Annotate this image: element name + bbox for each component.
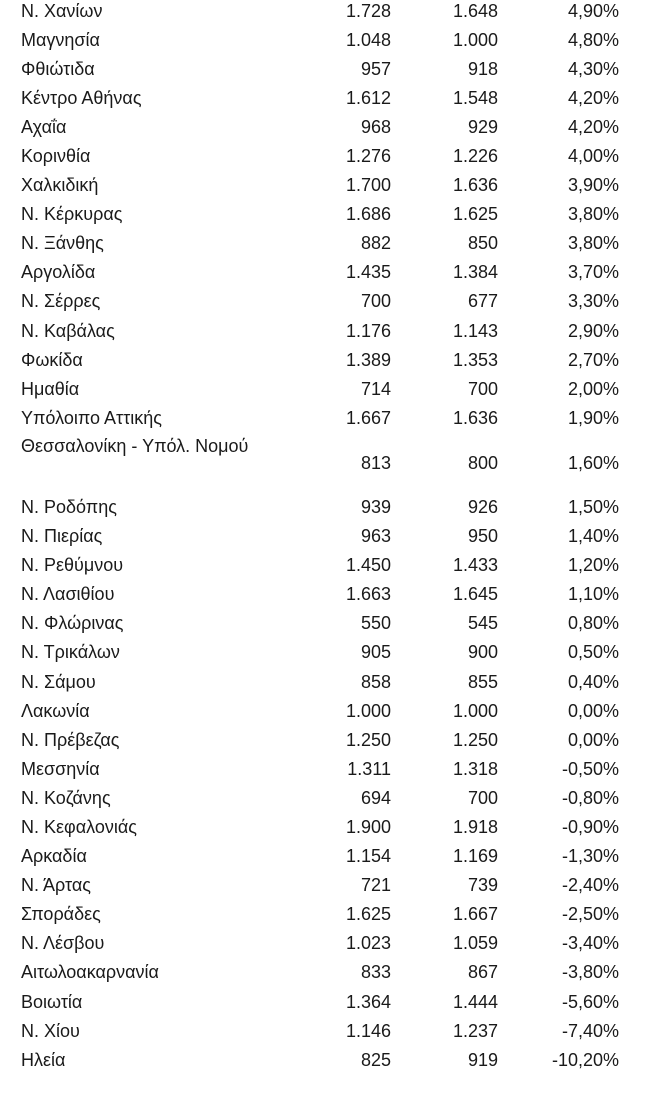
value-1-cell: 1.663 <box>345 584 391 605</box>
region-cell: Αχαΐα <box>21 116 67 137</box>
table-row <box>0 141 619 170</box>
value-2-cell: 1.433 <box>452 555 498 576</box>
value-2-cell: 1.169 <box>452 846 498 867</box>
value-2-cell: 1.918 <box>452 816 498 837</box>
region-cell: Ν. Σάμου <box>21 671 96 692</box>
value-1-cell: 1.146 <box>345 1020 391 1041</box>
table-row <box>0 812 619 841</box>
value-1-cell: 1.435 <box>345 262 391 283</box>
percent-change-cell: -2,50% <box>561 904 619 925</box>
table-row <box>0 987 619 1016</box>
percent-change-cell: -0,50% <box>561 758 619 779</box>
percent-change-cell: 4,90% <box>567 0 619 21</box>
region-cell: Αρκαδία <box>21 846 87 867</box>
value-2-cell: 1.000 <box>452 29 498 50</box>
value-1-cell: 1.364 <box>345 991 391 1012</box>
value-1-cell: 1.250 <box>345 729 391 750</box>
value-2-cell: 739 <box>467 875 498 896</box>
table-row <box>0 667 619 696</box>
value-1-cell: 968 <box>360 116 391 137</box>
value-1-cell: 957 <box>360 58 391 79</box>
value-1-cell: 833 <box>360 962 391 983</box>
value-1-cell: 1.667 <box>345 407 391 428</box>
percent-change-cell: 3,90% <box>567 175 619 196</box>
region-cell: Υπόλοιπο Αττικής <box>21 407 162 428</box>
table-row <box>0 345 619 374</box>
table-row <box>0 229 619 258</box>
region-cell: Ν. Άρτας <box>21 875 91 896</box>
region-cell: Ν. Ρεθύμνου <box>21 555 124 576</box>
table-row <box>0 258 619 287</box>
percent-change-cell: 4,20% <box>567 116 619 137</box>
percent-change-cell: 3,70% <box>567 262 619 283</box>
table-row <box>0 609 619 638</box>
percent-change-cell: -2,40% <box>561 875 619 896</box>
value-2-cell: 1.548 <box>452 87 498 108</box>
table-row <box>0 871 619 900</box>
percent-change-cell: 3,80% <box>567 233 619 254</box>
value-2-cell: 867 <box>467 962 498 983</box>
table-row <box>0 900 619 929</box>
region-cell: Ηλεία <box>21 1049 66 1070</box>
value-2-cell: 700 <box>467 787 498 808</box>
table-row <box>0 783 619 812</box>
value-1-cell: 1.311 <box>347 758 391 779</box>
table-row <box>0 374 619 403</box>
value-2-cell: 855 <box>467 671 498 692</box>
table-row <box>0 696 619 725</box>
region-cell: Ν. Λέσβου <box>21 933 105 954</box>
percent-change-cell: -0,80% <box>561 787 619 808</box>
table-row <box>0 54 619 83</box>
table-row <box>0 1016 619 1045</box>
value-1-cell: 1.023 <box>345 933 391 954</box>
region-cell: Βοιωτία <box>21 991 83 1012</box>
value-2-cell: 918 <box>467 58 498 79</box>
percent-change-cell: -10,20% <box>551 1049 619 1070</box>
region-cell: Ν. Σέρρες <box>21 291 101 312</box>
percent-change-cell: -1,30% <box>561 846 619 867</box>
percent-change-cell: 0,00% <box>567 700 619 721</box>
region-cell: Ν. Χίου <box>21 1020 80 1041</box>
value-2-cell: 1.143 <box>452 320 498 341</box>
value-2-cell: 900 <box>467 642 498 663</box>
table-row <box>0 112 619 141</box>
table-row <box>0 725 619 754</box>
value-2-cell: 919 <box>467 1049 498 1070</box>
value-1-cell: 700 <box>360 291 391 312</box>
value-2-cell: 677 <box>467 291 498 312</box>
region-cell: Σποράδες <box>21 904 101 925</box>
value-1-cell: 813 <box>360 453 391 474</box>
value-2-cell: 1.645 <box>452 584 498 605</box>
value-1-cell: 858 <box>360 671 391 692</box>
percent-change-cell: 0,80% <box>567 613 619 634</box>
value-1-cell: 1.700 <box>345 175 391 196</box>
region-cell: Ημαθία <box>21 378 80 399</box>
value-2-cell: 1.667 <box>452 904 498 925</box>
value-1-cell: 1.389 <box>345 349 391 370</box>
percent-change-cell: -3,80% <box>561 962 619 983</box>
region-cell: Θεσσαλονίκη - Υπόλ. Νομού <box>21 436 249 457</box>
percent-change-cell: 1,20% <box>567 555 619 576</box>
value-2-cell: 1.648 <box>452 0 498 21</box>
percent-change-cell: 3,80% <box>567 204 619 225</box>
percent-change-cell: 1,50% <box>567 496 619 517</box>
value-2-cell: 1.318 <box>452 758 498 779</box>
percent-change-cell: 4,30% <box>567 58 619 79</box>
value-1-cell: 939 <box>360 496 391 517</box>
region-cell: Ν. Κοζάνης <box>21 787 111 808</box>
percent-change-cell: 3,30% <box>567 291 619 312</box>
table-row <box>0 200 619 229</box>
value-2-cell: 926 <box>467 496 498 517</box>
percent-change-cell: 0,50% <box>567 642 619 663</box>
value-2-cell: 1.384 <box>452 262 498 283</box>
percent-change-cell: -3,40% <box>561 933 619 954</box>
region-cell: Ν. Χανίων <box>21 0 103 21</box>
value-1-cell: 721 <box>360 875 391 896</box>
percent-change-cell: 2,00% <box>567 378 619 399</box>
value-2-cell: 1.237 <box>452 1020 498 1041</box>
table-row <box>0 522 619 551</box>
value-2-cell: 1.353 <box>452 349 498 370</box>
table-row <box>0 287 619 316</box>
region-cell: Ν. Πιερίας <box>21 526 103 547</box>
table-row <box>0 842 619 871</box>
table-row <box>0 403 619 432</box>
value-2-cell: 1.636 <box>452 175 498 196</box>
region-cell: Κορινθία <box>21 146 91 167</box>
percent-change-cell: -5,60% <box>561 991 619 1012</box>
value-2-cell: 1.636 <box>452 407 498 428</box>
value-1-cell: 1.728 <box>345 0 391 21</box>
percent-change-cell: 1,10% <box>567 584 619 605</box>
percent-change-cell: 4,20% <box>567 87 619 108</box>
region-cell: Ν. Καβάλας <box>21 320 115 341</box>
percent-change-cell: -0,90% <box>561 816 619 837</box>
region-cell: Αιτωλοακαρνανία <box>21 962 159 983</box>
table-row <box>0 958 619 987</box>
table-row <box>0 0 619 25</box>
value-1-cell: 550 <box>360 613 391 634</box>
table-row <box>0 754 619 783</box>
value-2-cell: 1.444 <box>452 991 498 1012</box>
table-row <box>0 580 619 609</box>
value-1-cell: 1.625 <box>345 904 391 925</box>
percent-change-cell: 1,60% <box>567 453 619 474</box>
table-row <box>0 83 619 112</box>
table-row <box>0 316 619 345</box>
table-row <box>0 171 619 200</box>
value-2-cell: 1.000 <box>452 700 498 721</box>
value-2-cell: 545 <box>467 613 498 634</box>
percent-change-cell: -7,40% <box>561 1020 619 1041</box>
region-cell: Χαλκιδική <box>21 175 99 196</box>
region-cell: Ν. Λασιθίου <box>21 584 115 605</box>
table-row <box>0 25 619 54</box>
value-1-cell: 1.176 <box>345 320 391 341</box>
value-1-cell: 1.000 <box>345 700 391 721</box>
region-cell: Φθιώτιδα <box>21 58 95 79</box>
value-1-cell: 1.450 <box>345 555 391 576</box>
region-cell: Ν. Κεφαλονιάς <box>21 816 137 837</box>
percent-change-cell: 2,70% <box>567 349 619 370</box>
value-1-cell: 1.900 <box>345 816 391 837</box>
value-1-cell: 882 <box>360 233 391 254</box>
value-1-cell: 905 <box>360 642 391 663</box>
value-2-cell: 950 <box>467 526 498 547</box>
table-row <box>0 1045 619 1074</box>
value-1-cell: 1.686 <box>345 204 391 225</box>
value-2-cell: 1.059 <box>452 933 498 954</box>
table-row <box>0 432 619 492</box>
percent-change-cell: 1,40% <box>567 526 619 547</box>
region-cell: Ν. Πρέβεζας <box>21 729 120 750</box>
table-row <box>0 638 619 667</box>
value-2-cell: 929 <box>467 116 498 137</box>
region-cell: Ν. Ξάνθης <box>21 233 104 254</box>
percent-change-cell: 4,00% <box>567 146 619 167</box>
percent-change-cell: 0,00% <box>567 729 619 750</box>
region-cell: Ν. Κέρκυρας <box>21 204 123 225</box>
value-2-cell: 700 <box>467 378 498 399</box>
value-1-cell: 1.612 <box>345 87 391 108</box>
table-row <box>0 492 619 521</box>
table-row <box>0 929 619 958</box>
region-cell: Μαγνησία <box>21 29 100 50</box>
value-1-cell: 714 <box>360 378 391 399</box>
value-2-cell: 1.250 <box>452 729 498 750</box>
value-1-cell: 963 <box>360 526 391 547</box>
percent-change-cell: 1,90% <box>567 407 619 428</box>
value-1-cell: 825 <box>360 1049 391 1070</box>
value-1-cell: 1.154 <box>345 846 391 867</box>
region-cell: Μεσσηνία <box>21 758 100 779</box>
percent-change-cell: 4,80% <box>567 29 619 50</box>
region-cell: Κέντρο Αθήνας <box>21 87 142 108</box>
region-cell: Ν. Ροδόπης <box>21 496 117 517</box>
region-cell: Αργολίδα <box>21 262 96 283</box>
value-1-cell: 1.276 <box>345 146 391 167</box>
region-cell: Ν. Τρικάλων <box>21 642 120 663</box>
region-cell: Ν. Φλώρινας <box>21 613 124 634</box>
value-2-cell: 850 <box>467 233 498 254</box>
region-cell: Φωκίδα <box>21 349 83 370</box>
percent-change-cell: 2,90% <box>567 320 619 341</box>
value-2-cell: 1.625 <box>452 204 498 225</box>
value-1-cell: 1.048 <box>345 29 391 50</box>
region-cell: Λακωνία <box>21 700 90 721</box>
value-1-cell: 694 <box>360 787 391 808</box>
table-row <box>0 551 619 580</box>
value-2-cell: 1.226 <box>452 146 498 167</box>
percent-change-cell: 0,40% <box>567 671 619 692</box>
value-2-cell: 800 <box>467 453 498 474</box>
